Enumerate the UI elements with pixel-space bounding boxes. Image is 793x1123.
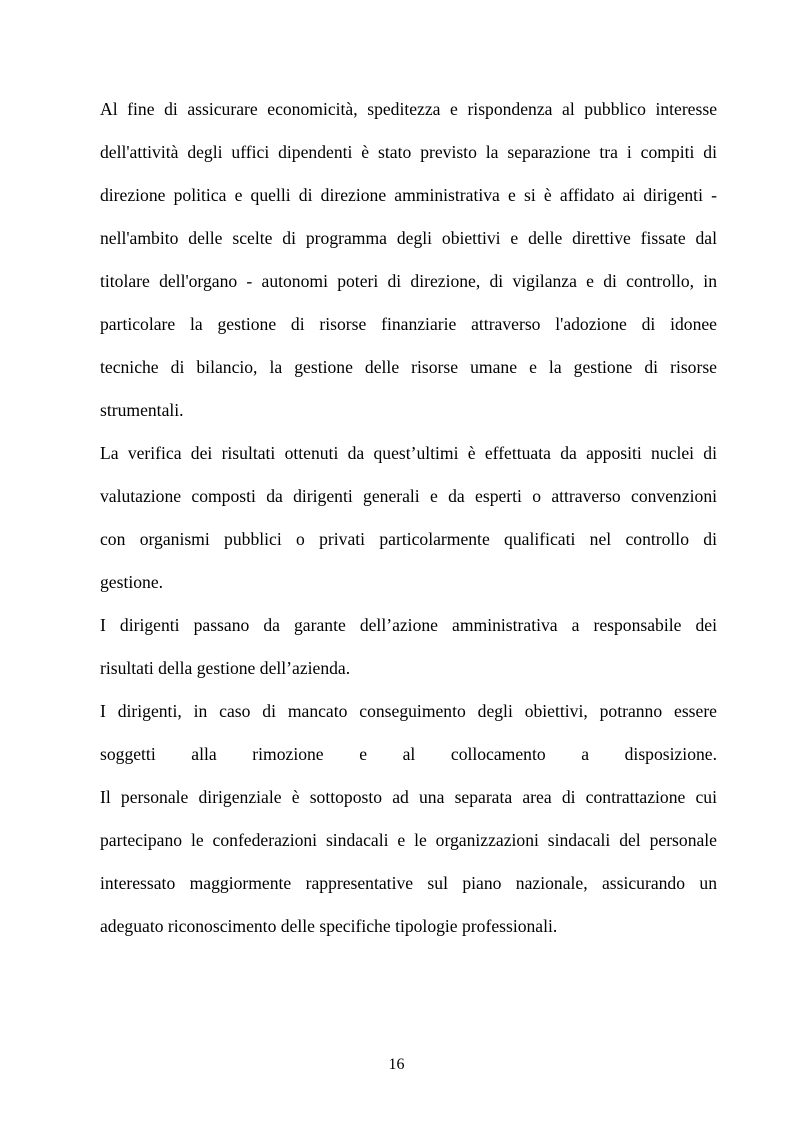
text-line: dell'attività degli uffici dipendenti è stato previsto la separazione tra i compiti di	[100, 142, 717, 162]
text-line: gestione.	[100, 572, 164, 592]
text-line: tecniche di bilancio, la gestione delle risorse umane e la gestione di risorse	[100, 357, 717, 377]
text-line: particolare la gestione di risorse finanziarie attraverso l'adozione di idonee	[100, 314, 717, 334]
paragraph	[100, 432, 717, 604]
paragraph	[100, 88, 717, 432]
text-line: I dirigenti, in caso di mancato conseguimento degli obiettivi, potranno essere	[100, 701, 717, 721]
text-line: con organismi pubblici o privati particolarmente qualificati nel controllo di	[100, 529, 717, 549]
text-line: partecipano le confederazioni sindacali e le organizzazioni sindacali del personale	[100, 830, 717, 850]
text-line: La verifica dei risultati ottenuti da quest’ultimi è effettuata da appositi nuclei di	[100, 443, 717, 463]
body-text	[100, 88, 717, 948]
text-line: titolare dell'organo - autonomi poteri di direzione, di vigilanza e di controllo, in	[100, 271, 717, 291]
page-number: 16	[388, 1056, 405, 1073]
text-line: strumentali.	[100, 400, 184, 420]
paragraph	[100, 604, 717, 690]
text-line: risultati della gestione dell’azienda.	[100, 658, 351, 678]
text-line: I dirigenti passano da garante dell’azione amministrativa a responsabile dei	[100, 615, 717, 635]
text-line: Al fine di assicurare economicità, speditezza e rispondenza al pubblico interesse	[100, 99, 717, 119]
text-line: nell'ambito delle scelte di programma degli obiettivi e delle direttive fissate dal	[100, 228, 717, 248]
text-line: Il personale dirigenziale è sottoposto ad una separata area di contrattazione cui	[100, 787, 717, 807]
text-line: valutazione composti da dirigenti generali e da esperti o attraverso convenzioni	[100, 486, 717, 506]
text-line: interessato maggiormente rappresentative sul piano nazionale, assicurando un	[100, 873, 717, 893]
text-line: adeguato riconoscimento delle specifiche tipologie professionali.	[100, 916, 558, 936]
paragraph	[100, 776, 717, 948]
text-line: soggetti alla rimozione e al collocamento a disposizione.	[100, 744, 717, 764]
text-line: direzione politica e quelli di direzione amministrativa e si è affidato ai dirigenti -	[100, 185, 717, 205]
paragraph	[100, 690, 717, 776]
